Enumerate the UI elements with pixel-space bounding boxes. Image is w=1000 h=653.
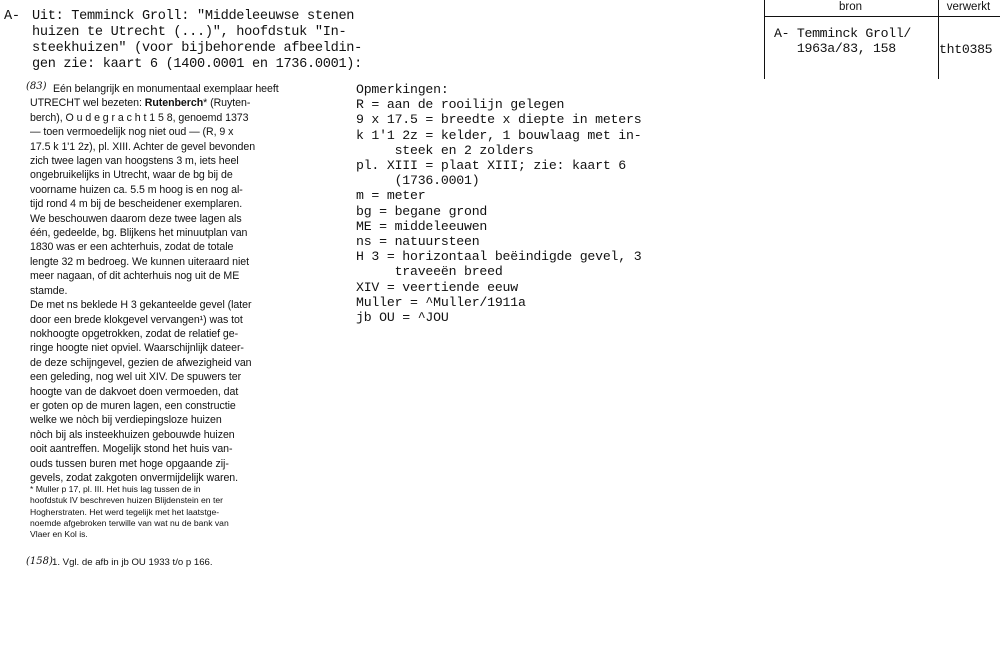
remarks-line: R = aan de rooilijn gelegen <box>356 97 565 113</box>
remarks-line: H 3 = horizontaal beëindigde gevel, 3 <box>356 249 642 265</box>
body-line: ooit aantreffen. Mogelijk stond het huis van- <box>30 443 233 456</box>
source-header <box>4 9 363 73</box>
header-line-2: huizen te Utrecht (...)", hoofdstuk "In- <box>32 25 347 40</box>
header-prefix: A- <box>4 9 20 24</box>
header-line-3: steekhuizen" (voor bijbehorende afbeeldin- <box>32 41 363 56</box>
body-line: er goten op de muren lagen, een constructie <box>30 399 236 412</box>
bron-cell <box>774 26 911 57</box>
body-line: stamde. <box>30 284 68 297</box>
body-line: 1830 was er een achterhuis, zodat de totale <box>30 241 234 254</box>
remarks-line: pl. XIII = plaat XIII; zie: kaart 6 <box>356 158 626 174</box>
body-line: — toen vermoedelijk nog niet oud — (R, 9 x <box>30 126 234 139</box>
header-line-1: A- Uit: Temminck Groll: "Middeleeuwse stenen <box>4 9 355 24</box>
page-marker-158: (158) <box>26 556 53 567</box>
footnote-line: * Muller p 17, pl. III. Het huis lag tussen de in <box>30 484 201 494</box>
body-line: welke we nòch bij verdiepingsloze huizen <box>30 414 222 427</box>
page-marker-83: (83) <box>26 81 47 92</box>
endnote-text: 1. Vgl. de afb in jb OU 1933 t/o p 166. <box>52 557 213 568</box>
body-line: lengte 32 m bedroeg. We kunnen uiteraard niet <box>30 255 249 268</box>
body-line: door een brede klokgevel vervangen¹) was tot <box>30 313 243 326</box>
body-text <box>26 81 330 485</box>
reference-table <box>764 0 1000 79</box>
remarks-line: bg = begane grond <box>356 203 488 219</box>
remarks <box>356 82 676 325</box>
body-line: voorname huizen ca. 5.5 m hoog is en nog al- <box>30 183 243 196</box>
remarks-line: traveeën breed <box>356 264 503 280</box>
body-paragraph <box>30 111 330 486</box>
body-line: meer nagaan, of dit achterhuis nog uit de ME <box>30 270 240 283</box>
body-line: De met ns beklede H 3 gekanteelde gevel (later <box>30 299 252 312</box>
footnote <box>30 484 330 540</box>
header-verwerkt: verwerkt <box>937 0 1000 17</box>
remarks-line: Muller = ^Muller/1911a <box>356 294 526 310</box>
body-line: ringe hoogte niet opviel. Waarschijnlijk dateer- <box>30 342 244 355</box>
body-line: een geleding, nog wel uit XIV. De spuwers ter <box>30 371 242 384</box>
body-line: tijd rond 4 m bij de bescheidener exemplaren. <box>30 198 243 211</box>
footnote-line: Hogherstraten. Het werd tegelijk met het laatstge- <box>30 506 220 517</box>
body-line: 17.5 k 1'1 2z), pl. XIII. Achter de gevel bevonden <box>30 140 256 153</box>
body-line: berch), O u d e g r a c h t 1 5 8, genoemd 1373 <box>30 111 249 124</box>
remarks-line: m = meter <box>356 188 426 204</box>
body-line: Eén belangrijk en monumentaal exemplaar heeft <box>53 83 279 95</box>
remarks-line: (1736.0001) <box>356 173 480 189</box>
body-line: de deze schijngevel, gezien de afwezigheid van <box>30 356 252 369</box>
footnote-line: noemde afgebroken terwille van wat nu de bank van <box>30 517 229 528</box>
footnote-line: hoofdstuk IV beschreven huizen Blijdenstein en ter <box>30 495 224 506</box>
bron-line-1: A- Temminck Groll/ <box>774 26 912 41</box>
header-line-4: gen zie: kaart 6 (1400.0001 en 1736.0001): <box>32 57 363 72</box>
body-line: We beschouwen daarom deze twee lagen als <box>30 212 242 225</box>
body-line: UTRECHT wel bezeten: Rutenberch* (Ruyten- <box>30 97 251 110</box>
endnote <box>26 556 330 569</box>
remarks-list <box>356 97 676 325</box>
remarks-line: XIV = veertiende eeuw <box>356 279 518 295</box>
remarks-line: steek en 2 zolders <box>356 142 534 158</box>
remarks-line: k 1'1 2z = kelder, 1 bouwlaag met in- <box>356 127 642 143</box>
remarks-line: jb OU = ^JOU <box>356 310 449 326</box>
body-line: gevels, zodat zakgoten onvermijdelijk waren. <box>30 471 239 484</box>
building-name: Rutenberch <box>144 97 204 110</box>
body-line: zich twee lagen van hoogstens 3 m, iets heel <box>30 155 239 168</box>
footnote-lines <box>30 484 330 540</box>
body-line: ouds tussen buren met hoge opgaande zij- <box>30 457 229 470</box>
header-bron: bron <box>764 0 937 17</box>
body-line: één, gedeelde, bg. Blijkens het minuutplan van <box>30 227 248 240</box>
body-line: ongebruikelijks in Utrecht, waar de bg bij de <box>30 169 233 182</box>
footnote-line: Vlaer en Kol is. <box>30 529 88 540</box>
remarks-line: ns = natuursteen <box>356 234 480 250</box>
remarks-title: Opmerkingen: <box>356 82 449 97</box>
bron-line-2: 1963a/83, 158 <box>774 41 896 57</box>
body-line: nokhoogte opgetrokken, zodat de relatief ge- <box>30 327 239 340</box>
body-line: nòch bij als insteekhuizen gebouwde huizen <box>30 428 235 441</box>
remarks-line: 9 x 17.5 = breedte x diepte in meters <box>356 112 642 128</box>
verwerkt-cell: tht0385 <box>939 42 993 57</box>
remarks-line: ME = middeleeuwen <box>356 218 488 234</box>
body-line: hoogte van de dakvoet doen vermoeden, dat <box>30 385 239 398</box>
